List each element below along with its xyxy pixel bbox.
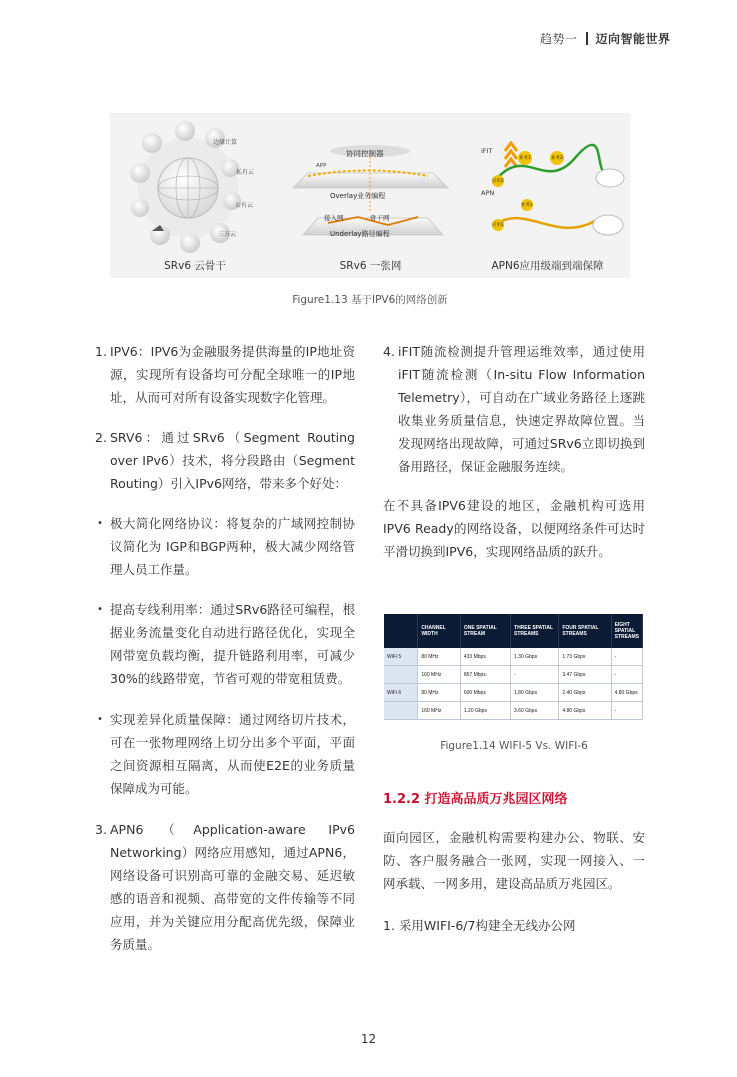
- table-cell: -: [611, 648, 642, 666]
- label-private-cloud: 私有云: [236, 169, 255, 176]
- label-service-2: 业务2: [551, 156, 563, 161]
- panel-apn6: [465, 113, 630, 278]
- table-cell: 600 Mbps: [460, 684, 510, 702]
- section-heading: 1.2.2 打造高品质万兆园区网络: [383, 792, 568, 807]
- table-cell: 160 MHz: [418, 702, 461, 720]
- table-cell: 3.60 Gbps: [511, 702, 559, 720]
- label-controller: 协同控制器: [346, 149, 384, 158]
- table-cell: WiFi 6: [384, 684, 418, 702]
- figure-1-13-caption: Figure1.13 基于IPV6的网络创新: [292, 294, 448, 306]
- table-cell: 4.80 Gbps: [611, 684, 642, 702]
- table-cell: 80 MHz: [418, 648, 461, 666]
- table-cell: 1.80 Gbps: [511, 684, 559, 702]
- bullet-text: 实现差异化质量保障：通过网络切片技术，可在一张物理网络上切分出多个平面，平面之间资源相互隔离，从而使E2E的业务质量保障成为可能。: [110, 712, 355, 796]
- label-backbone: 骨干网: [370, 214, 390, 222]
- label-edge-computing: 边缘计算: [213, 139, 238, 146]
- table-row: [384, 666, 643, 684]
- panel-caption: SRv6 云骨干: [164, 260, 226, 272]
- panel-caption: SRv6 一张网: [339, 260, 402, 272]
- list-number: 1.: [95, 344, 107, 359]
- label-access-network: 接入网: [324, 214, 344, 222]
- table-row: [384, 648, 643, 666]
- table-row: [384, 702, 643, 720]
- bullet-differentiated-quality: [95, 708, 355, 800]
- table-cell: 1.30 Gbps: [511, 648, 559, 666]
- paragraph-wifi-office: 1. 采用WIFI-6/7构建全无线办公网: [383, 918, 576, 933]
- list-item-text: APN6（Application-aware IPv6 Networking）网络应用感知，通过APN6，网络设备可识别高可靠的金融交易、延迟敏感的语音和视频、高带宽的文件传输等不同应用，并为关键应用分配高优先级，保障业务质量。: [110, 822, 355, 952]
- bullet-marker: •: [97, 714, 103, 725]
- label-app: APP: [316, 163, 327, 169]
- paragraph-ipv6-ready: 在不具备IPV6建设的地区，金融机构可选用IPV6 Ready的网络设备，以便网络条件可达时平滑切换到IPV6，实现网络品质的跃升。: [383, 498, 645, 559]
- table-header-cell: THREE SPATIAL STREAMS: [511, 614, 559, 648]
- table-cell: -: [511, 666, 559, 684]
- table-header-cell: [384, 614, 418, 648]
- figure-1-14-caption: Figure1.14 WIFI-5 Vs. WIFI-6: [440, 740, 588, 752]
- figure-ipv6-innovation: [110, 113, 630, 278]
- bullet-marker: •: [97, 604, 103, 615]
- label-overlay: Overlay业务编程: [330, 192, 386, 200]
- apn6-illustration: [465, 113, 630, 253]
- list-item-ifit: [383, 340, 645, 478]
- table-header-cell: FOUR SPATIAL STREAMS: [559, 614, 611, 648]
- table-cell: 433 Mbps: [460, 648, 510, 666]
- header-divider: [586, 32, 588, 45]
- list-item-srv6: [95, 426, 355, 495]
- panel-srv6-cloud-backbone: [110, 113, 280, 278]
- list-item-ipv6: [95, 340, 355, 409]
- table-cell: -: [611, 666, 642, 684]
- label-public-cloud: 公有云: [235, 202, 254, 209]
- table-cell: [384, 666, 418, 684]
- table-cell: 1.73 Gbps: [559, 648, 611, 666]
- bullet-marker: •: [97, 518, 103, 529]
- label-ifit: iFIT: [481, 147, 493, 155]
- table-cell: 867 Mbps: [460, 666, 510, 684]
- running-header: [540, 30, 671, 47]
- table-cell: -: [611, 702, 642, 720]
- list-item-text: iFIT随流检测提升管理运维效率，通过使用iFIT随流检测（In-situ Flow Information Telemetry），可自动在广域业务路径上逐跳收集业务质量信息，快速定界故障位置。当发现网络出现故障，可通过SRv6立即切换到备用路径，保证金融服务连续。: [398, 344, 645, 474]
- page-number: 12: [360, 1032, 377, 1046]
- table-cell: WiFi 5: [384, 648, 418, 666]
- table-header-cell: CHANNEL WIDTH: [418, 614, 461, 648]
- table-cell: 3.47 Gbps: [559, 666, 611, 684]
- label-app-1: 应用1: [492, 223, 504, 228]
- list-item-text: IPV6：IPV6为金融服务提供海量的IP地址资源，实现所有设备均可分配全球唯一的IP地址，从而可对所有设备实现数字化管理。: [110, 344, 355, 405]
- table-header-cell: EIGHT SPATIAL STREAMS: [611, 614, 642, 648]
- list-item-apn6: [95, 818, 355, 956]
- list-number: 3.: [95, 822, 107, 837]
- wifi-comparison-table: [384, 614, 643, 720]
- label-app-2: 应用2: [492, 179, 504, 184]
- table-cell: 1.20 Gbps: [460, 702, 510, 720]
- table-cell: [384, 702, 418, 720]
- table-cell: 4.80 Gbps: [559, 702, 611, 720]
- label-underlay: Underlay路径编程: [330, 230, 390, 238]
- table-cell: 160 MHz: [418, 666, 461, 684]
- table-header-row: [384, 614, 643, 648]
- table-cell: 80 MHz: [418, 684, 461, 702]
- bullet-text: 极大简化网络协议：将复杂的广域网控制协议简化为 IGP和BGP两种，极大减少网络管理人员工作量。: [110, 516, 355, 577]
- bullet-text: 提高专线利用率：通过SRv6路径可编程，根据业务流量变化自动进行路径优化，实现全网带宽负载均衡，提升链路利用率，可减少30%的线路带宽，节省可观的带宽租赁费。: [110, 602, 355, 686]
- label-service-1: 业务1: [519, 156, 531, 161]
- table-header-cell: ONE SPATIAL STREAM: [460, 614, 510, 648]
- table-cell: 2.40 Gbps: [559, 684, 611, 702]
- paragraph-campus-network: 面向园区，金融机构需要构建办公、物联、安防、客户服务融合一张网，实现一网接入、一网承载、一网多用，建设高品质万兆园区。: [383, 830, 645, 891]
- table-row: [384, 684, 643, 702]
- list-number: 2.: [95, 430, 107, 445]
- label-service-1b: 业务1: [521, 203, 533, 208]
- bullet-improve-utilization: [95, 598, 355, 690]
- list-item-text: SRV6：通过SRv6（Segment Routing over IPv6）技术，将分段路由（Segment Routing）引入IPv6网络，带来多个好处：: [110, 430, 355, 491]
- header-title: 迈向智能世界: [595, 32, 671, 46]
- label-third-party-cloud: 三方云: [218, 231, 237, 238]
- panel-caption: APN6应用级端到端保障: [491, 260, 604, 272]
- list-number: 4.: [383, 344, 395, 359]
- label-apn: APN: [481, 189, 495, 197]
- cloud-backbone-illustration: [110, 113, 280, 253]
- bullet-simplify-protocol: [95, 512, 355, 581]
- header-trend: 趋势一: [540, 32, 578, 46]
- panel-srv6-one-network: [288, 113, 453, 278]
